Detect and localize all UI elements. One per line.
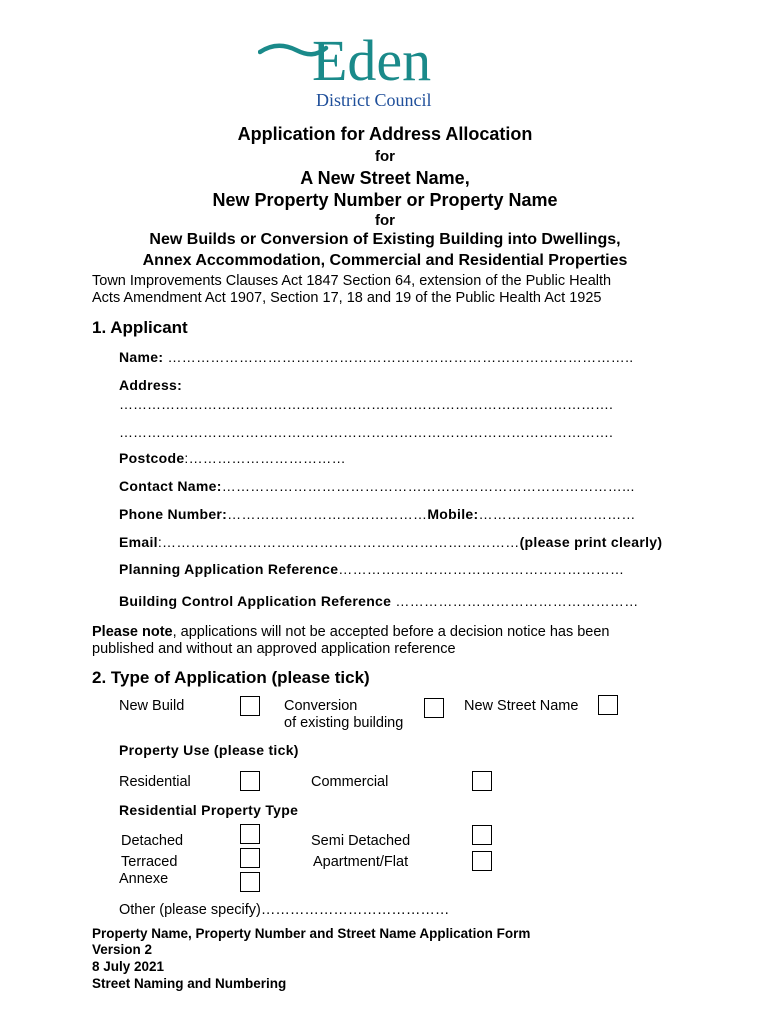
footer-version: Version 2	[92, 942, 153, 957]
phone-row[interactable]	[119, 506, 636, 522]
residential-type-label: Residential Property Type	[119, 802, 299, 818]
footer-department: Street Naming and Numbering	[92, 976, 287, 991]
section-applicant-heading: 1. Applicant	[92, 318, 188, 337]
terraced-checkbox[interactable]	[240, 848, 260, 868]
detached-label: Detached	[121, 833, 184, 849]
annexe-label: Annexe	[119, 871, 169, 887]
address-line-2-field[interactable]: …………………………………………………………………………………………….	[119, 424, 613, 440]
form-title: Application for Address Allocation	[237, 124, 533, 144]
scope-line-1: New Builds or Conversion of Existing Building into Dwellings,	[149, 231, 621, 248]
residential-checkbox[interactable]	[240, 771, 260, 791]
address-label: Address:	[119, 377, 183, 393]
email-note: (please print clearly)	[519, 534, 663, 550]
legal-line-1: Town Improvements Clauses Act 1847 Section 64, extension of the Public Health	[92, 273, 612, 289]
mobile-label: Mobile:	[427, 506, 479, 522]
apartment-checkbox[interactable]	[472, 851, 492, 871]
legal-line-2: Acts Amendment Act 1907, Section 17, 18 and 19 of the Public Health Act 1925	[92, 290, 602, 306]
mobile-field[interactable]: ……………………………	[478, 506, 636, 522]
other-label: Other (please specify)	[119, 902, 261, 918]
council-logo	[258, 22, 478, 112]
annexe-checkbox[interactable]	[240, 872, 260, 892]
subtitle-line-1: A New Street Name,	[300, 168, 470, 188]
for-text-1: for	[375, 148, 395, 165]
semi-detached-label: Semi Detached	[311, 833, 411, 849]
name-label: Name:	[119, 349, 168, 365]
conversion-checkbox[interactable]	[424, 698, 444, 718]
email-field[interactable]: :…………………………………………………………………	[157, 534, 520, 550]
contact-name-field[interactable]: …………………………………………………………………………...	[221, 478, 635, 494]
subtitle-line-2: New Property Number or Property Name	[212, 190, 558, 210]
property-use-label: Property Use (please tick)	[119, 742, 299, 758]
conversion-label: Conversion	[284, 698, 358, 714]
contact-name-label: Contact Name:	[119, 478, 222, 494]
apartment-label: Apartment/Flat	[313, 854, 409, 870]
email-row[interactable]	[119, 534, 662, 550]
new-street-name-checkbox[interactable]	[598, 695, 618, 715]
please-note-bold: Please note	[92, 624, 173, 640]
other-field[interactable]: …………………………………	[260, 902, 450, 918]
new-build-label: New Build	[119, 698, 185, 714]
residential-label: Residential	[119, 774, 191, 790]
new-street-name-label: New Street Name	[464, 698, 579, 714]
scope-line-2: Annex Accommodation, Commercial and Residential Properties	[142, 252, 628, 269]
phone-label: Phone Number:	[119, 506, 228, 522]
for-text-2: for	[375, 212, 395, 229]
new-build-checkbox[interactable]	[240, 696, 260, 716]
contact-name-row[interactable]	[119, 478, 635, 494]
footer-date: 8 July 2021	[92, 959, 165, 974]
email-label: Email	[119, 534, 158, 550]
eden-wave-icon	[258, 22, 478, 112]
building-control-ref-field[interactable]: ……………………………………………	[395, 593, 639, 609]
name-field[interactable]: ……………………………………………………………………………………..	[167, 349, 634, 365]
commercial-checkbox[interactable]	[472, 771, 492, 791]
building-control-ref-label: Building Control Application Reference	[119, 593, 396, 609]
footer-form-name: Property Name, Property Number and Street Name Application Form	[92, 926, 531, 941]
section-type-heading: 2. Type of Application (please tick)	[92, 668, 370, 687]
please-note-line-2: published and without an approved application reference	[92, 641, 456, 657]
postcode-row[interactable]	[119, 450, 346, 466]
building-control-ref-row[interactable]	[119, 593, 639, 609]
please-note-text: , applications will not be accepted before a decision notice has been	[172, 624, 610, 640]
detached-checkbox[interactable]	[240, 824, 260, 844]
address-line-1-field[interactable]: …………………………………………………………………………………………….	[119, 396, 613, 412]
terraced-label: Terraced	[121, 854, 178, 870]
commercial-label: Commercial	[311, 774, 389, 790]
phone-field[interactable]: ……………………………………	[227, 506, 428, 522]
postcode-label: Postcode	[119, 450, 185, 466]
name-row[interactable]	[119, 349, 633, 365]
postcode-field[interactable]: :……………………………	[184, 450, 346, 466]
logo-subtitle: District Council	[316, 90, 432, 110]
planning-ref-row[interactable]	[119, 561, 624, 577]
planning-ref-field[interactable]: ……………………………………………………	[338, 561, 625, 577]
planning-ref-label: Planning Application Reference	[119, 561, 339, 577]
conversion-label-2: of existing building	[284, 715, 404, 731]
logo-name: Eden	[312, 28, 432, 93]
other-row[interactable]	[119, 902, 449, 918]
semi-detached-checkbox[interactable]	[472, 825, 492, 845]
please-note-line-1	[92, 624, 610, 641]
